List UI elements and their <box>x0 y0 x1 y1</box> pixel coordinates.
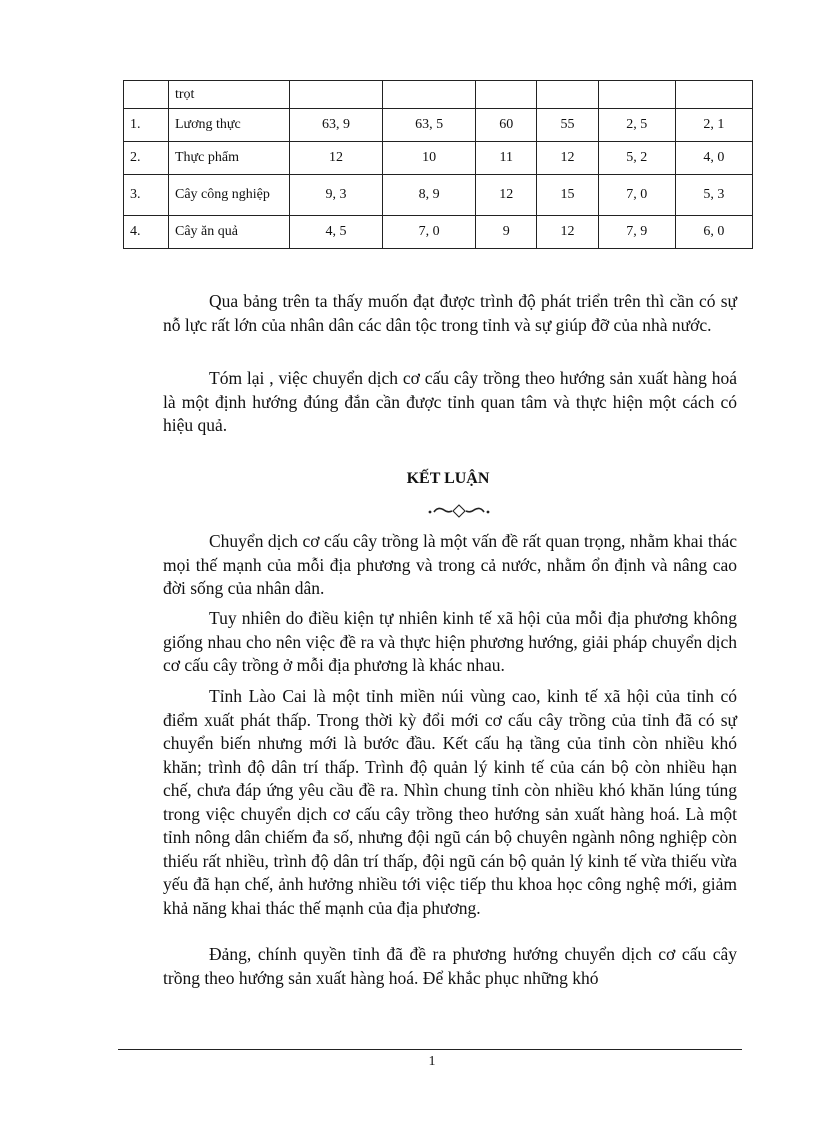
table-cell: 63, 9 <box>290 109 383 142</box>
table-cell <box>675 81 752 109</box>
table-cell: 2, 5 <box>598 109 675 142</box>
crop-structure-table <box>123 80 753 249</box>
table-cell: 7, 0 <box>598 175 675 216</box>
table-cell: 4, 0 <box>675 142 752 175</box>
table-cell: 5, 3 <box>675 175 752 216</box>
table-cell: 2, 1 <box>675 109 752 142</box>
row-index: 4. <box>124 216 169 249</box>
table-cell: 15 <box>537 175 598 216</box>
section-heading: KẾT LUẬN <box>406 470 490 487</box>
paragraph-summary: Qua bảng trên ta thấy muốn đạt được trình độ phát triển trên thì cần có sự nỗ lực rất lớn của nhân dân các dân tộc trong tỉnh và sự giúp đỡ của nhà nước. <box>163 291 737 335</box>
ornament-divider-icon <box>426 502 492 520</box>
table-cell <box>598 81 675 109</box>
row-index: 3. <box>124 175 169 216</box>
paragraph-4: Đảng, chính quyền tỉnh đã đề ra phương hướng chuyển dịch cơ cấu cây trồng theo hướng sản xuất hàng hoá. Để khắc phục những khó <box>163 944 737 988</box>
table-row <box>124 175 753 216</box>
paragraph-1: Chuyển dịch cơ cấu cây trồng là một vấn đề rất quan trọng, nhằm khai thác mọi thế mạnh của mỗi địa phương và trong cả nước, nhằm ổn định và nâng cao đời sống của nhân dân. <box>163 531 737 598</box>
table-row <box>124 81 753 109</box>
table-cell <box>290 81 383 109</box>
table-cell <box>476 81 537 109</box>
table-cell: 60 <box>476 109 537 142</box>
row-label: trọt <box>169 81 290 109</box>
row-label: Cây công nghiệp <box>169 175 290 216</box>
row-index: 1. <box>124 109 169 142</box>
row-index: 2. <box>124 142 169 175</box>
footer-divider <box>118 1049 742 1050</box>
table-cell <box>537 81 598 109</box>
table-cell: 4, 5 <box>290 216 383 249</box>
page-number: 1 <box>428 1054 436 1069</box>
table-cell: 7, 0 <box>383 216 476 249</box>
table-cell: 9 <box>476 216 537 249</box>
row-index <box>124 81 169 109</box>
table-cell <box>383 81 476 109</box>
row-label: Lương thực <box>169 109 290 142</box>
table-cell: 9, 3 <box>290 175 383 216</box>
table-row <box>124 109 753 142</box>
row-label: Cây ăn quả <box>169 216 290 249</box>
table-cell: 11 <box>476 142 537 175</box>
table-cell: 10 <box>383 142 476 175</box>
table-cell: 55 <box>537 109 598 142</box>
table-cell: 12 <box>476 175 537 216</box>
table-cell: 6, 0 <box>675 216 752 249</box>
paragraph-conclusion-intro: Tóm lại , việc chuyển dịch cơ cấu cây trồng theo hướng sản xuất hàng hoá là một định hướng đúng đắn cần được tỉnh quan tâm và thực hiện một cách có hiệu quả. <box>163 368 737 435</box>
table-cell: 7, 9 <box>598 216 675 249</box>
table-row <box>124 216 753 249</box>
table-cell: 12 <box>537 216 598 249</box>
paragraph-2: Tuy nhiên do điều kiện tự nhiên kinh tế xã hội của mỗi địa phương không giống nhau cho nên việc đề ra và thực hiện phương hướng, giải pháp chuyển dịch cơ cấu cây trồng ở mỗi địa phương là khác nhau. <box>163 608 737 675</box>
table-cell: 5, 2 <box>598 142 675 175</box>
table-cell: 12 <box>290 142 383 175</box>
paragraph-3: Tỉnh Lào Cai là một tỉnh miền núi vùng cao, kinh tế xã hội của tỉnh có điểm xuất phát thấp. Trong thời kỳ đổi mới cơ cấu cây trồng của tỉnh đã có sự chuyển biến nhưng mới là bước đầu. Kết cấu hạ tầng của tỉnh còn nhiều khó khăn; trình độ dân trí thấp. Trình độ quản lý kinh tế của cán bộ còn nhiều hạn chế, chưa đáp ứng yêu cầu đề ra. Nhìn chung tỉnh còn nhiều khó khăn lúng túng trong việc chuyển dịch cơ cấu cây trồng theo hướng sản xuất hàng hoá. Là một tỉnh nông dân chiếm đa số, nhưng đội ngũ cán bộ chuyên ngành nông nghiệp còn thiếu rất nhiều, trình độ dân trí thấp, đội ngũ cán bộ quản lý kinh tế vừa thiếu vừa yếu đã hạn chế, ảnh hưởng nhiều tới việc tiếp thu khoa học công nghệ mới, giảm khả năng khai thác thế mạnh của địa phương. <box>163 686 737 918</box>
row-label: Thực phẩm <box>169 142 290 175</box>
table-cell: 12 <box>537 142 598 175</box>
table-cell: 63, 5 <box>383 109 476 142</box>
table-cell: 8, 9 <box>383 175 476 216</box>
table-row <box>124 142 753 175</box>
